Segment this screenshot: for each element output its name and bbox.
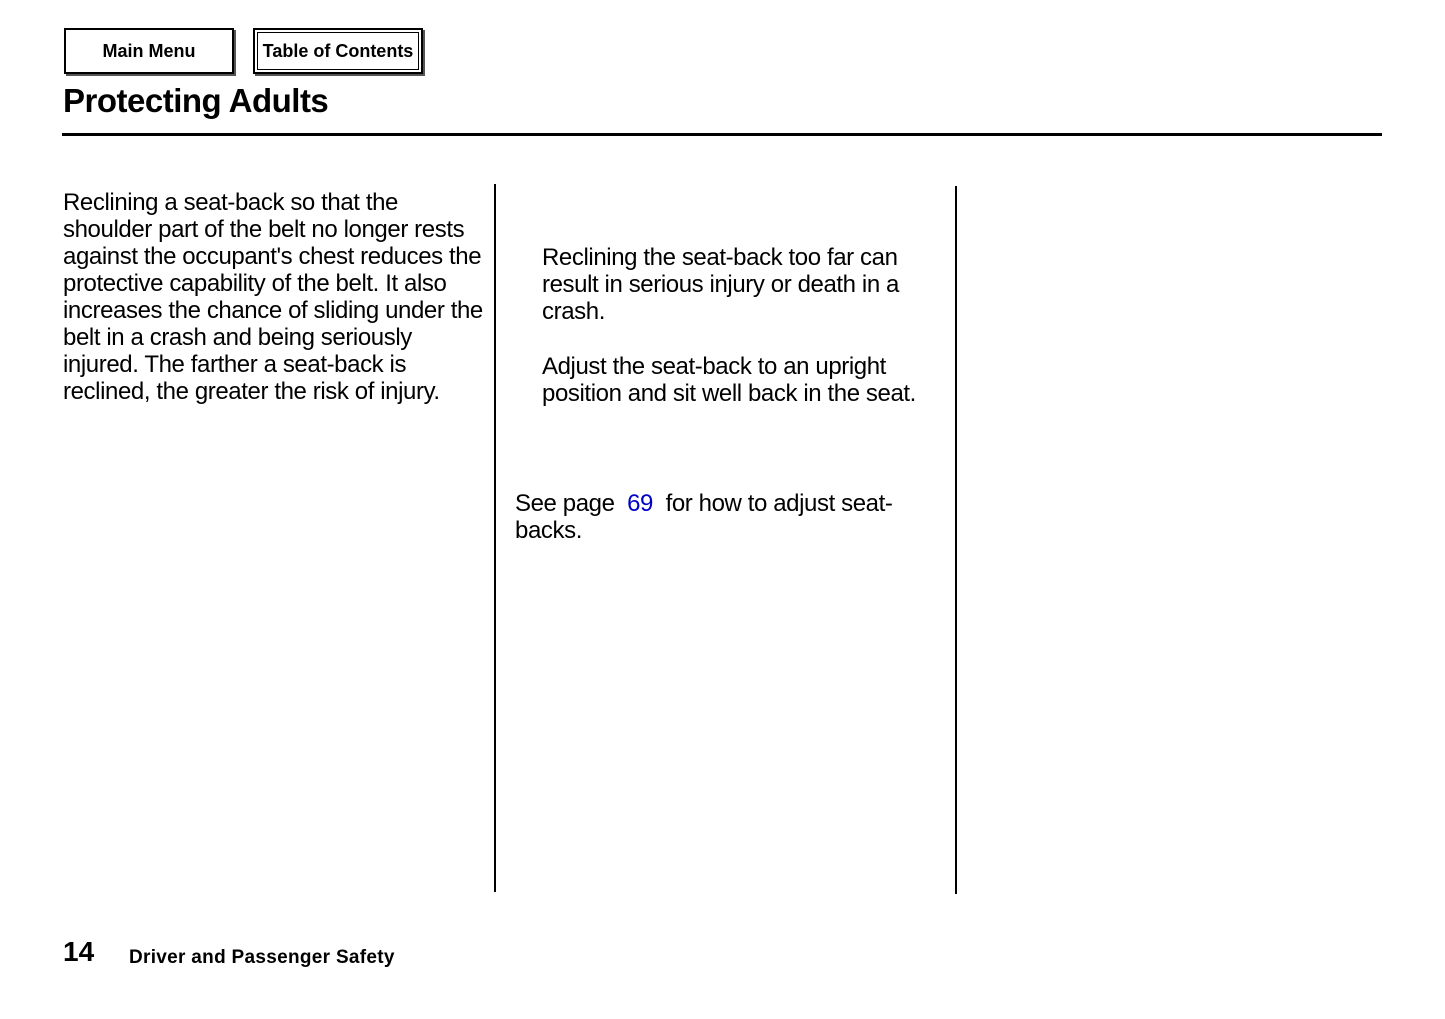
page-69-link[interactable]: 69 (627, 490, 654, 517)
warning-text-2: Adjust the seat-back to an upright position and sit well back in the seat. (542, 353, 916, 407)
see-page-reference (515, 490, 945, 544)
column-divider-right (955, 186, 957, 894)
warning-text-1: Reclining the seat-back too far can result in serious injury or death in a crash. (542, 244, 899, 325)
column-divider-left (494, 184, 496, 892)
page-title: Protecting Adults (63, 82, 329, 119)
section-name: Driver and Passenger Safety (129, 947, 395, 968)
left-column-paragraph: Reclining a seat-back so that the shoulder part of the belt no longer rests against the occupant's chest reduces the protective capability of the belt. It also increases the chance of sliding under the belt in a crash and being seriously injured. The farther a seat-back is reclined, the greater the risk of injury. (63, 189, 483, 405)
page-number: 14 (63, 936, 95, 967)
title-divider (62, 133, 1382, 136)
table-of-contents-button[interactable]: Table of Contents (253, 28, 423, 74)
see-page-suffix: for how to adjust seat-backs. (515, 490, 893, 544)
see-page-prefix: See page (515, 490, 615, 517)
main-menu-button[interactable]: Main Menu (64, 28, 234, 74)
